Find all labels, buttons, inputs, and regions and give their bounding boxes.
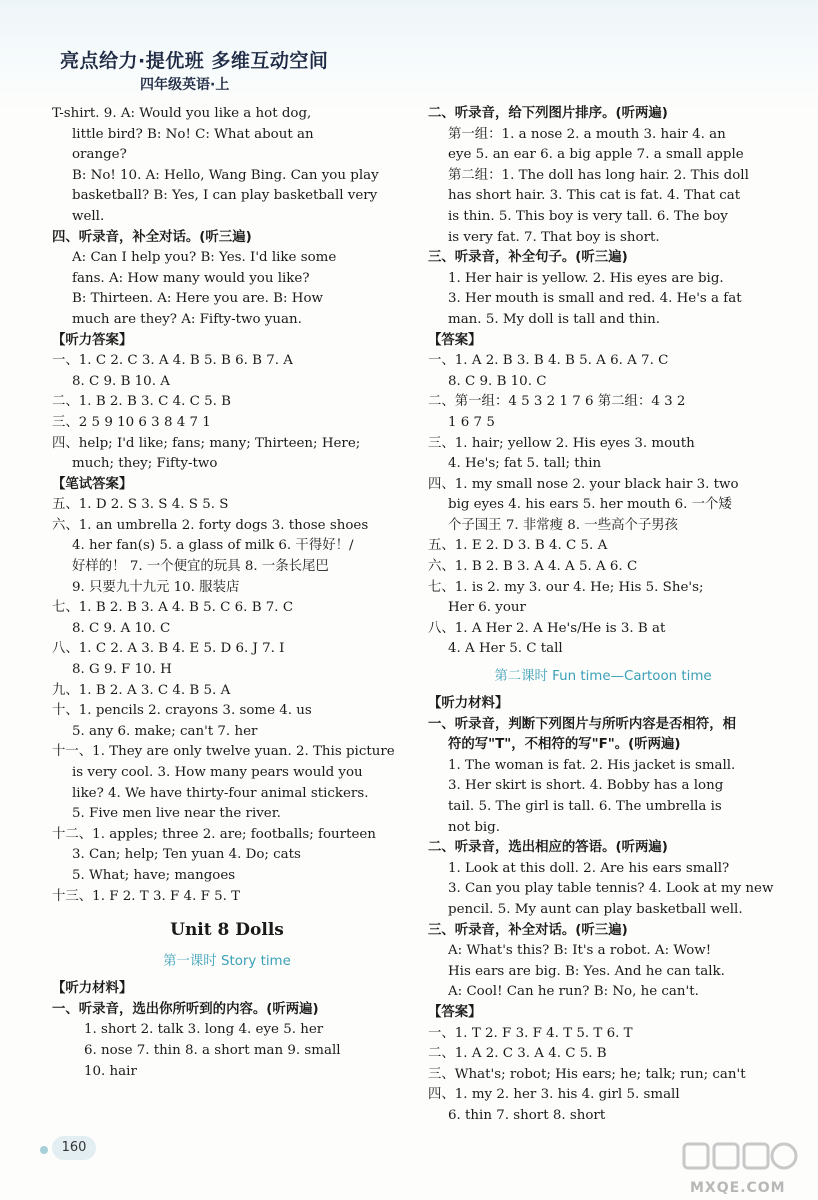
text-line: 4. her fan(s) 5. a glass of milk 6. 干得好！/	[72, 538, 354, 554]
right-column	[428, 104, 778, 1127]
text-line: 二、第一组：4 5 3 2 1 7 6 第二组：4 3 2	[428, 394, 686, 410]
unit-title: Unit 8 Dolls	[170, 920, 284, 941]
text-line: 五、1. D 2. S 3. S 4. S 5. S	[52, 497, 229, 513]
text-line: 四、1. my small nose 2. your black hair 3. two	[428, 476, 739, 492]
text-line: 1. The woman is fat. 2. His jacket is small.	[448, 757, 736, 773]
text-line: 10. hair	[84, 1063, 137, 1079]
section-heading: 二、听录音，选出相应的答语。(听两遍)	[428, 840, 668, 856]
text-line: man. 5. My doll is tall and thin.	[448, 311, 661, 327]
text-line: His ears are big. B: Yes. And he can talk.	[448, 963, 725, 979]
text-line: 四、help; I'd like; fans; many; Thirteen; Here;	[52, 435, 361, 451]
text-line: 8. C 9. B 10. C	[448, 373, 547, 389]
text-line: eye 5. an ear 6. a big apple 7. a small apple	[448, 147, 744, 163]
text-line: A: Can I help you? B: Yes. I'd like some	[72, 250, 337, 266]
text-line: well.	[72, 208, 105, 224]
text-line: big eyes 4. his ears 5. her mouth 6. 一个矮	[448, 497, 732, 513]
text-line: is very cool. 3. How many pears would you	[72, 765, 363, 780]
text-line: 4. A Her 5. C tall	[448, 641, 563, 657]
text-line: 3. Her skirt is short. 4. Bobby has a long	[448, 778, 724, 794]
text-line: 1. short 2. talk 3. long 4. eye 5. her	[84, 1022, 324, 1038]
text-line: 个子国王 7. 非常瘦 8. 一些高个子男孩	[448, 517, 679, 533]
text-line: orange?	[72, 147, 127, 163]
text-line: basketball? B: Yes, I can play basketball very	[72, 188, 378, 204]
text-line: 二、1. A 2. C 3. A 4. C 5. B	[428, 1046, 607, 1062]
answer-heading: 【答案】	[428, 332, 482, 348]
section-heading: 【听力材料】	[52, 981, 133, 997]
lesson-title: 第二课时 Fun time—Cartoon time	[494, 669, 712, 685]
text-line: 第一组：1. a nose 2. a mouth 3. hair 4. an	[448, 126, 726, 142]
text-line: 3. Her mouth is small and red. 4. He's a fat	[448, 291, 742, 307]
watermark-text: MXQE.COM	[690, 1180, 786, 1196]
text-line: 9. 只要九十九元 10. 服装店	[72, 579, 240, 595]
section-heading: 三、听录音，补全句子。(听三遍)	[428, 250, 628, 266]
text-line: 三、1. hair; yellow 2. His eyes 3. mouth	[428, 435, 695, 451]
text-line: is thin. 5. This boy is very tall. 6. The boy	[448, 208, 728, 224]
section-heading: 【听力材料】	[428, 696, 509, 712]
text-line: 1. Her hair is yellow. 2. His eyes are big.	[448, 270, 724, 286]
text-line: 1 6 7 5	[448, 414, 495, 430]
text-line: B: Thirteen. A: Here you are. B: How	[72, 291, 323, 307]
answer-heading: 【答案】	[428, 1004, 482, 1020]
text-line: 一、1. C 2. C 3. A 4. B 5. B 6. B 7. A	[52, 353, 293, 369]
text-line: 六、1. B 2. B 3. A 4. A 5. A 6. C	[428, 559, 638, 575]
text-line: much are they? A: Fifty-two yuan.	[72, 311, 302, 327]
answer-heading: 【听力答案】	[52, 332, 133, 348]
section-heading: 一、听录音，判断下列图片与所听内容是否相符，相	[428, 716, 736, 732]
text-line: 1. Look at this doll. 2. Are his ears small?	[448, 860, 730, 876]
text-line: much; they; Fifty-two	[72, 456, 218, 472]
text-line: like? 4. We have thirty-four animal stickers.	[72, 785, 369, 801]
section-heading: 四、听录音，补全对话。(听三遍)	[52, 229, 252, 245]
page-number: 160	[52, 1136, 96, 1160]
text-line: fans. A: How many would you like?	[72, 270, 310, 286]
lesson-title: 第一课时 Story time	[163, 954, 291, 970]
book-brand-title: 亮点给力·提优班 多维互动空间	[60, 50, 329, 72]
text-line: has short hair. 3. This cat is fat. 4. That cat	[448, 188, 741, 204]
text-line: 一、1. A 2. B 3. B 4. B 5. A 6. A 7. C	[428, 353, 669, 369]
text-line: 8. C 9. A 10. C	[72, 620, 171, 636]
text-line: 第二组：1. The doll has long hair. 2. This doll	[448, 167, 749, 183]
book-subject: 四年级英语·上	[140, 77, 230, 93]
text-line: 四、1. my 2. her 3. his 4. girl 5. small	[428, 1087, 680, 1103]
text-line: 八、1. C 2. A 3. B 4. E 5. D 6. J 7. I	[52, 641, 285, 657]
text-line: 3. Can; help; Ten yuan 4. Do; cats	[72, 847, 301, 863]
section-heading: 二、听录音，给下列图片排序。(听两遍)	[428, 106, 668, 121]
text-line: 一、1. T 2. F 3. F 4. T 5. T 6. T	[428, 1025, 633, 1041]
text-line: T-shirt. 9. A: Would you like a hot dog,	[52, 106, 312, 121]
text-line: little bird? B: No! C: What about an	[72, 126, 314, 142]
section-heading: 符的写"T"，不相符的写"F"。(听两遍)	[448, 737, 681, 753]
text-line: 三、What's; robot; His ears; he; talk; run; can't	[428, 1066, 746, 1082]
text-line: 六、1. an umbrella 2. forty dogs 3. those shoes	[52, 517, 369, 533]
page-number-dot-icon	[40, 1146, 48, 1154]
text-line: 八、1. A Her 2. A He's/He is 3. B at	[428, 620, 666, 636]
text-line: 七、1. B 2. B 3. A 4. B 5. C 6. B 7. C	[52, 600, 294, 616]
text-line: 七、1. is 2. my 3. our 4. He; His 5. She's;	[428, 579, 704, 595]
text-line: tail. 5. The girl is tall. 6. The umbrella is	[448, 799, 722, 814]
text-line: 好样的！ 7. 一个便宜的玩具 8. 一条长尾巴	[72, 559, 329, 575]
text-line: A: Cool! Can he run? B: No, he can't.	[448, 984, 699, 1000]
text-line: A: What's this? B: It's a robot. A: Wow!	[448, 943, 712, 959]
text-line: 九、1. B 2. A 3. C 4. B 5. A	[52, 682, 231, 698]
text-line: 8. G 9. F 10. H	[72, 662, 172, 678]
text-line: not big.	[448, 819, 501, 835]
text-line: 十三、1. F 2. T 3. F 4. F 5. T	[52, 888, 241, 904]
text-line: 二、1. B 2. B 3. C 4. C 5. B	[52, 394, 231, 410]
text-line: 6. thin 7. short 8. short	[448, 1107, 606, 1123]
text-line: 3. Can you play table tennis? 4. Look at my new	[448, 881, 774, 897]
left-column	[52, 104, 402, 1082]
text-line: 5. Five men live near the river.	[72, 806, 281, 822]
text-line: pencil. 5. My aunt can play basketball well.	[448, 901, 743, 917]
text-line: 十、1. pencils 2. crayons 3. some 4. us	[52, 703, 312, 719]
text-line: 五、1. E 2. D 3. B 4. C 5. A	[428, 538, 608, 554]
section-heading: 一、听录音，选出你所听到的内容。(听两遍)	[52, 1001, 319, 1017]
text-line: 6. nose 7. thin 8. a short man 9. small	[84, 1042, 341, 1058]
answer-heading: 【笔试答案】	[52, 476, 133, 492]
text-line: 十二、1. apples; three 2. are; footballs; fourteen	[52, 826, 376, 842]
text-line: Her 6. your	[448, 600, 526, 616]
text-line: 三、2 5 9 10 6 3 8 4 7 1	[52, 414, 211, 430]
text-line: 4. He's; fat 5. tall; thin	[448, 456, 602, 472]
text-line: 十一、1. They are only twelve yuan. 2. This picture	[52, 744, 395, 760]
section-heading: 三、听录音，补全对话。(听三遍)	[428, 922, 628, 938]
text-line: is very fat. 7. That boy is short.	[448, 229, 660, 245]
text-line: 5. What; have; mangoes	[72, 867, 236, 883]
text-line: B: No! 10. A: Hello, Wang Bing. Can you play	[72, 167, 379, 183]
text-line: 8. C 9. B 10. A	[72, 373, 170, 389]
text-line: 5. any 6. make; can't 7. her	[72, 723, 258, 739]
